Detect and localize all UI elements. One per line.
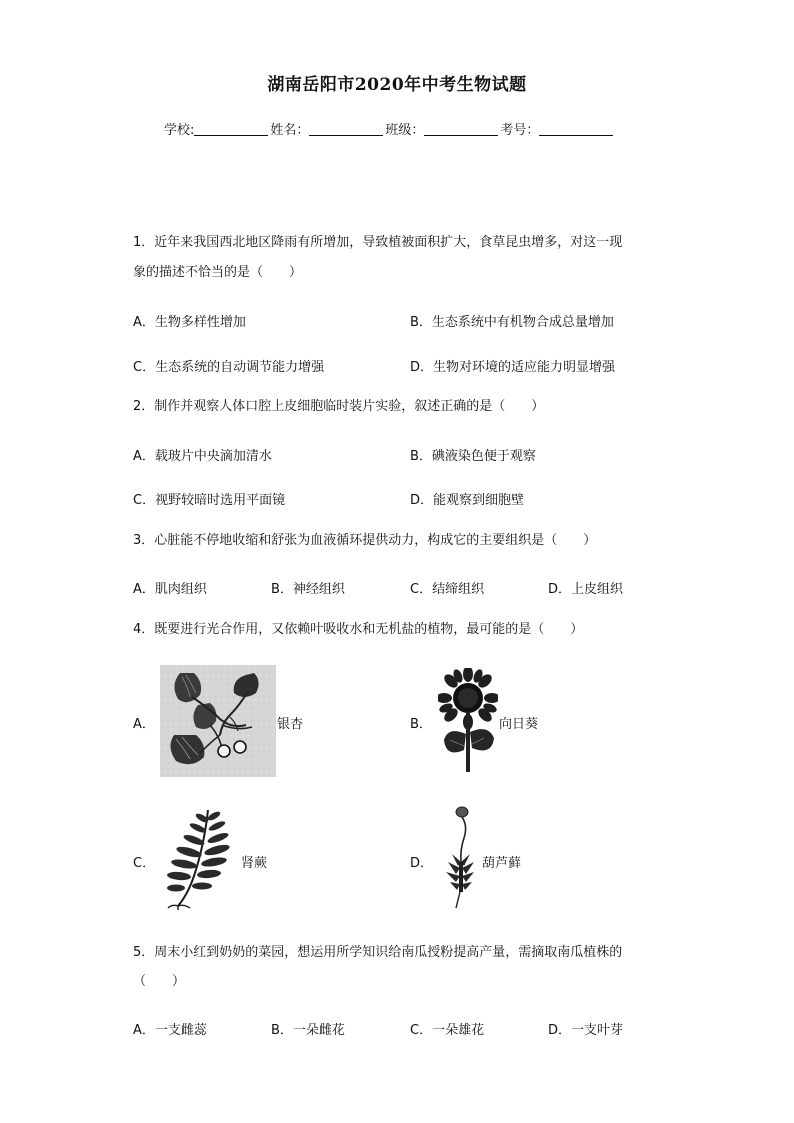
question-3-line-1: 3．心脏能不停地收缩和舒张为血液循环提供动力，构成它的主要组织是（ ） — [133, 533, 597, 548]
school-blank — [194, 124, 268, 136]
class-label: 班级： — [385, 123, 425, 138]
question-4-option-a-letter: A． — [133, 717, 155, 732]
question-1-option-b: B．生态系统中有机物合成总量增加 — [410, 315, 614, 330]
question-4-option-b-name: 向日葵 — [499, 717, 539, 732]
question-2-option-d: D．能观察到细胞壁 — [410, 493, 525, 508]
question-3-option-b: B．神经组织 — [271, 582, 345, 597]
question-4-option-b-letter: B． — [410, 717, 432, 732]
exam-no-blank — [539, 124, 613, 136]
question-5-line-2: （ ） — [133, 974, 186, 989]
fern-icon — [164, 806, 240, 910]
question-4-option-c-name: 肾蕨 — [241, 856, 268, 871]
class-blank — [424, 124, 498, 136]
question-5-option-d: D．一支叶芽 — [548, 1023, 624, 1038]
question-1-option-c: C．生态系统的自动调节能力增强 — [133, 360, 325, 375]
question-1-line-2: 象的描述不恰当的是（ ） — [133, 265, 303, 280]
exam-no-label: 考号： — [500, 123, 540, 138]
moss-icon — [442, 806, 478, 910]
question-3-option-d: D．上皮组织 — [548, 582, 624, 597]
question-5-option-c: C．一朵雄花 — [410, 1023, 485, 1038]
school-label: 学校: — [164, 123, 195, 138]
question-5-option-a: A．一支雌蕊 — [133, 1023, 207, 1038]
question-4-line-1: 4．既要进行光合作用，又依赖叶吸收水和无机盐的植物，最可能的是（ ） — [133, 622, 584, 637]
question-2-option-b: B．碘液染色便于观察 — [410, 449, 536, 464]
question-3-option-c: C．结缔组织 — [410, 582, 485, 597]
name-blank — [309, 124, 383, 136]
question-4-option-d-name: 葫芦藓 — [482, 856, 522, 871]
question-1-line-1: 1．近年来我国西北地区降雨有所增加，导致植被面积扩大，食草昆虫增多，对这一现 — [133, 235, 623, 250]
question-4-option-a-name: 银杏 — [277, 717, 304, 732]
question-5-option-b: B．一朵雌花 — [271, 1023, 345, 1038]
question-2-option-a: A．载玻片中央滴加清水 — [133, 449, 272, 464]
page-title: 湖南岳阳市2020年中考生物试题 — [267, 75, 527, 95]
question-5-line-1: 5．周末小红到奶奶的菜园，想运用所学知识给南瓜授粉提高产量，需摘取南瓜植株的 — [133, 945, 623, 960]
question-1-option-d: D．生物对环境的适应能力明显增强 — [410, 360, 616, 375]
question-4-option-d-letter: D． — [410, 856, 434, 871]
question-2-option-c: C．视野较暗时选用平面镜 — [133, 493, 286, 508]
sunflower-icon — [438, 668, 498, 774]
student-info-line — [164, 119, 615, 138]
question-3-option-a: A．肌肉组织 — [133, 582, 207, 597]
name-label: 姓名： — [270, 123, 310, 138]
ginkgo-icon — [160, 665, 276, 777]
question-2-line-1: 2．制作并观察人体口腔上皮细胞临时装片实验，叙述正确的是（ ） — [133, 399, 545, 414]
question-4-option-c-letter: C． — [133, 856, 156, 871]
question-1-option-a: A．生物多样性增加 — [133, 315, 246, 330]
